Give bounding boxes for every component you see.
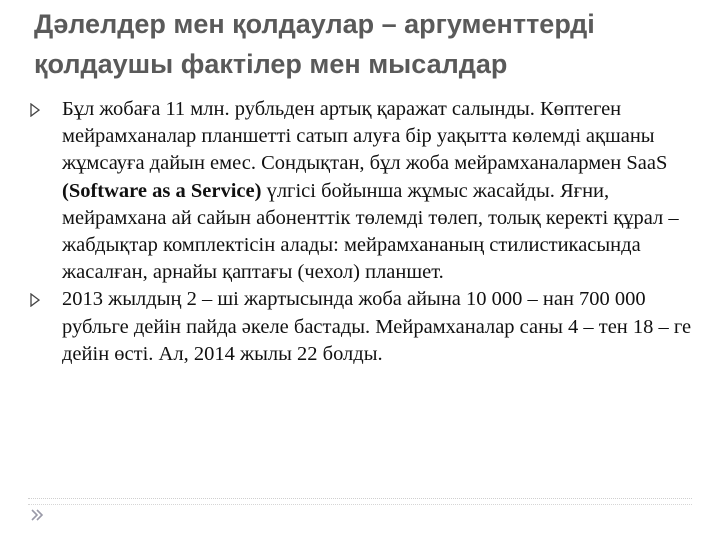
bullet-text-pre: Бұл жобаға 11 млн. рубльден артық қаражат салынды. Көптеген мейрамханалар планшетті сатып алуға бір уақытта көлемді ақшаны жұмсауға дайын емес. Сондықтан, бұл жоба мейрамханалармен SaaS [62, 98, 668, 175]
bullet-item [30, 286, 695, 368]
triangle-arrow-icon [30, 293, 40, 307]
bullet-text-post: үлгісі бойынша жұмыс жасайды. Яғни, мейрамхана ай сайын абоненттік төлемді төлеп, толық керекті құрал – жабдықтар комплектісін алады: мейрамхананың стилистикасында жасалған, арнайы қаптағы (чехол) планшет. [62, 179, 679, 284]
slide-content [30, 96, 695, 368]
footer-divider [28, 498, 692, 499]
double-chevron-icon [30, 508, 44, 522]
triangle-arrow-icon [30, 103, 40, 117]
bullet-text: 2013 жылдың 2 – ші жартысында жоба айына 10 000 – нан 700 000 рубльге дейін пайда әкеле бастады. Мейрамханалар саны 4 – тен 18 – ге дейін өсті. Ал, 2014 жылы 22 болды. [62, 288, 692, 365]
bullet-text [62, 98, 679, 283]
slide-title: Дәлелдер мен қолдаулар – аргументтерді қолдаушы фактілер мен мысалдар [34, 9, 595, 79]
bullet-text-bold: (Software as a Service) [62, 179, 262, 202]
footer-divider [28, 504, 692, 505]
bullet-item [30, 96, 695, 286]
